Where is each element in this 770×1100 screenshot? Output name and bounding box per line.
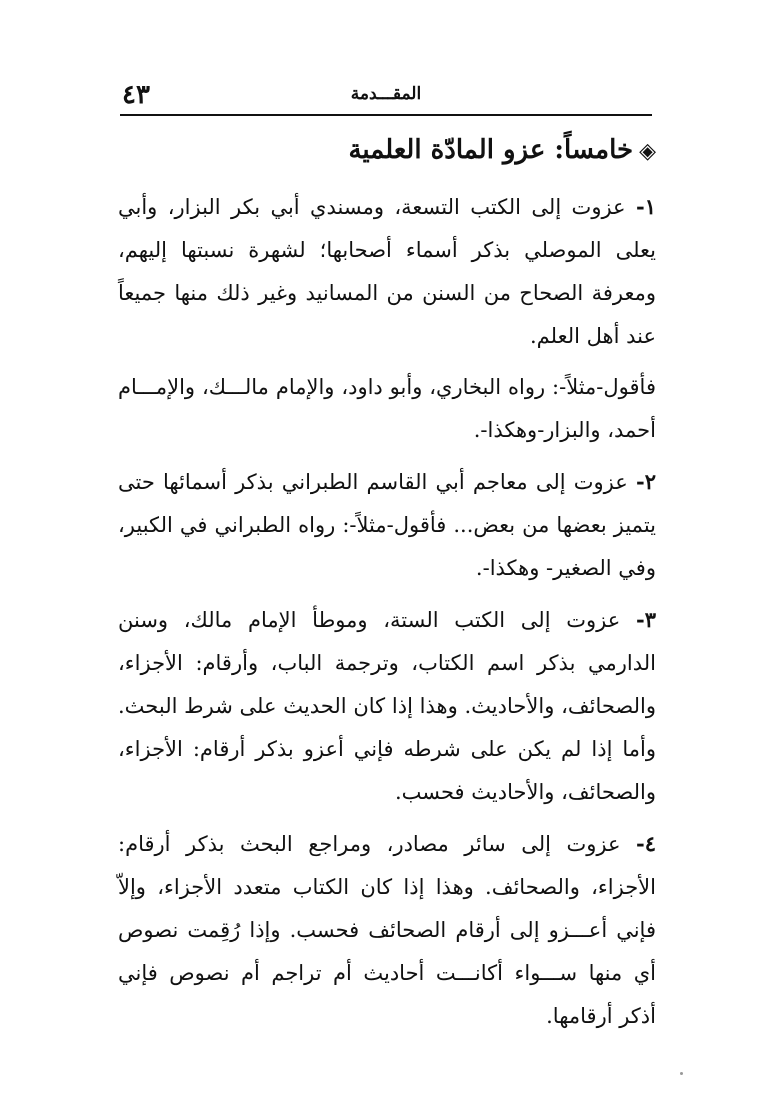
paragraph-1-example <box>118 366 656 452</box>
diamond-bullet-icon: ◈ <box>639 138 656 164</box>
scan-speck <box>680 1072 683 1075</box>
paragraph-number: ١- <box>636 194 656 219</box>
running-head: المقـــدمة <box>350 84 422 104</box>
page-number: ٤٣ <box>122 80 150 110</box>
section-title-text: خامساً: عزو المادّة العلمية <box>348 135 634 165</box>
section-title <box>118 124 656 177</box>
paragraph-1 <box>118 185 656 358</box>
paragraph-text: عزوت إلى سائر مصادر، ومراجع البحث بذكر أرقام: الأجزاء، والصحائف. وهذا إذا كان الكتاب متعدد الأجزاء، وإلاّ فإني أعـــزو إلى أرقام الصحائف فحسب. وإذا رُقِمت نصوص أي منها ســـواء أكانـــت أحاديث أم تراجم أم نصوص فإني أذكر أرقامها. <box>118 832 656 1028</box>
paragraph-number: ٢- <box>636 469 656 494</box>
header-rule <box>120 114 652 116</box>
page-body <box>118 124 656 1046</box>
paragraph-text: فأقول-مثلاً-: رواه البخاري، وأبو داود، والإمام مالـــك، والإمـــام أحمد، والبزار-وهكذا-. <box>118 375 656 442</box>
page-header <box>120 78 652 116</box>
paragraph-2 <box>118 460 656 590</box>
paragraph-text: عزوت إلى الكتب التسعة، ومسندي أبي بكر البزار، وأبي يعلى الموصلي بذكر أسماء أصحابها؛ لشهرة نسبتها إليهم، ومعرفة الصحاح من السنن من المسانيد وغير ذلك منها جميعاً عند أهل العلم. <box>118 195 656 348</box>
paragraph-number: ٤- <box>636 831 657 856</box>
paragraph-3 <box>118 598 656 814</box>
paragraph-text: عزوت إلى معاجم أبي القاسم الطبراني بذكر أسمائها حتى يتميز بعضها من بعض... فأقول-مثلاً-: رواه الطبراني في الكبير، وفي الصغير- وهكذا-. <box>118 470 656 580</box>
paragraph-4 <box>118 822 656 1038</box>
paragraph-number: ٣- <box>636 607 656 632</box>
paragraph-text: عزوت إلى الكتب الستة، وموطأ الإمام مالك، وسنن الدارمي بذكر اسم الكتاب، وترجمة الباب، وأرقام: الأجزاء، والصحائف، والأحاديث. وهذا إذا كان الحديث على شرط البحث. وأما إذا لم يكن على شرطه فإني أعزو بذكر أرقام: الأجزاء، والصحائف، والأحاديث فحسب. <box>118 608 656 804</box>
